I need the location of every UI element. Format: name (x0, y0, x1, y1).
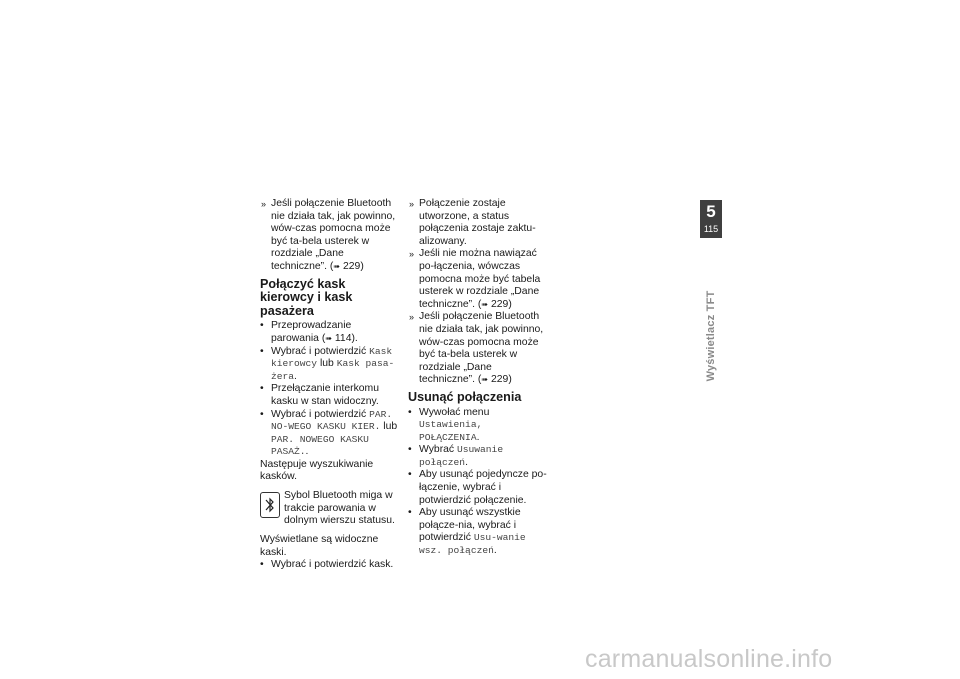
bullet-icon: • (408, 406, 412, 418)
list-item: • Wywołać menu Ustawienia, POŁĄCZENIA. (408, 406, 490, 443)
bullet-icon: • (260, 559, 264, 571)
result-marker: » (261, 199, 267, 209)
result-marker: » (409, 199, 415, 209)
bullet-icon: • (408, 507, 412, 519)
list-item: • Przeprowadzanie parowania (➠ 114). (260, 320, 358, 344)
bullet-icon: • (408, 469, 412, 481)
bluetooth-note (260, 490, 400, 534)
page-reference[interactable]: (➠ 229) (329, 260, 364, 272)
right-column (408, 198, 548, 558)
result-line: » Jeśli połączenie Bluetooth nie działa tak, jak powinno, wów-czas pomocna może być ta-bela usterek w rozdziale „Dane techniczne”. (➠ 229) (409, 311, 544, 386)
chapter-tab (700, 200, 722, 238)
result-text: Jeśli połączenie Bluetooth nie działa tak, jak powinno, wów-czas pomocna może być ta-bela usterek w rozdziale „Dane techniczne”. (271, 198, 396, 272)
list-item: • Wybrać i potwierdzić PAR. NO-WEGO KASKU KIER. lub PAR. NOWEGO KASKU PASAŻ.. (260, 408, 398, 458)
result-line (260, 198, 400, 274)
section-side-title: Wyświetlacz TFT (705, 290, 717, 382)
menu-option: Ustawienia, POŁĄCZENIA (419, 419, 483, 443)
arrow-icon: ➠ (333, 261, 341, 271)
chapter-number: 5 (706, 202, 716, 221)
list-item: • Aby usunąć wszystkie połącze-nia, wybrać i potwierdzić Usu-wanie wsz. połączeń. (408, 507, 526, 557)
page-reference[interactable]: (➠ 229) (477, 374, 512, 386)
bullet-icon: • (408, 444, 412, 456)
list-item: • Wybrać i potwierdzić kask. (260, 559, 394, 571)
bluetooth-icon (260, 492, 280, 518)
bullet-icon: • (260, 345, 264, 357)
result-marker: » (409, 312, 415, 323)
bullet-icon: • (260, 408, 264, 420)
list-item: • Wybrać Usuwanie połączeń. (408, 444, 504, 468)
page-reference[interactable]: (➠ 114). (321, 332, 358, 344)
arrow-icon: ➠ (481, 299, 489, 309)
paragraph: Następuje wyszukiwanie kasków. (260, 458, 374, 483)
list-item: • Wybrać i potwierdzić Kask kierowcy lub Kask pasa-żera. (260, 345, 395, 382)
page-number: 115 (703, 224, 719, 234)
result-marker: » (409, 249, 415, 260)
bullet-icon: • (260, 383, 264, 395)
result-line: » Połączenie zostaje utworzone, a status połączenia zostaje zaktu-alizowany. (409, 198, 536, 247)
list-item: • Przełączanie interkomu kasku w stan widoczny. (260, 383, 379, 407)
section-heading-delete-connections: Usunąć połączenia (408, 389, 522, 404)
bullet-icon: • (260, 320, 264, 332)
left-column (260, 198, 400, 572)
menu-option: Usu-wanie wsz. połączeń (419, 532, 526, 557)
menu-option: Kask pasa-żera (271, 358, 395, 382)
paragraph: Wyświetlane są widoczne kaski. (260, 534, 379, 558)
watermark: carmanualsonline.info (585, 645, 833, 673)
list-item: • Aby usunąć pojedyncze po-łączenie, wybrać i potwierdzić połączenie. (408, 469, 547, 506)
menu-option: PAR. NOWEGO KASKU PASAŻ. (271, 433, 369, 458)
bluetooth-note-text: Sybol Bluetooth miga w trakcie parowania w dolnym wierszu statusu. (284, 490, 395, 527)
section-heading-connect-helmets: Połączyć kask kierowcy i kask pasażera (260, 276, 353, 318)
menu-option: PAR. NO-WEGO KASKU KIER. (271, 408, 393, 433)
result-line: » Jeśli nie można nawiązać po-łączenia, wówczas pomocna może być tabela usterek w rozdziale „Dane techniczne”. (➠ 229) (409, 248, 541, 310)
page-reference[interactable]: (➠ 229) (477, 298, 512, 310)
arrow-icon: ➠ (481, 375, 489, 385)
arrow-icon: ➠ (325, 333, 333, 343)
menu-option: Kask kierowcy (271, 345, 393, 370)
menu-option: Usuwanie połączeń (419, 444, 504, 468)
